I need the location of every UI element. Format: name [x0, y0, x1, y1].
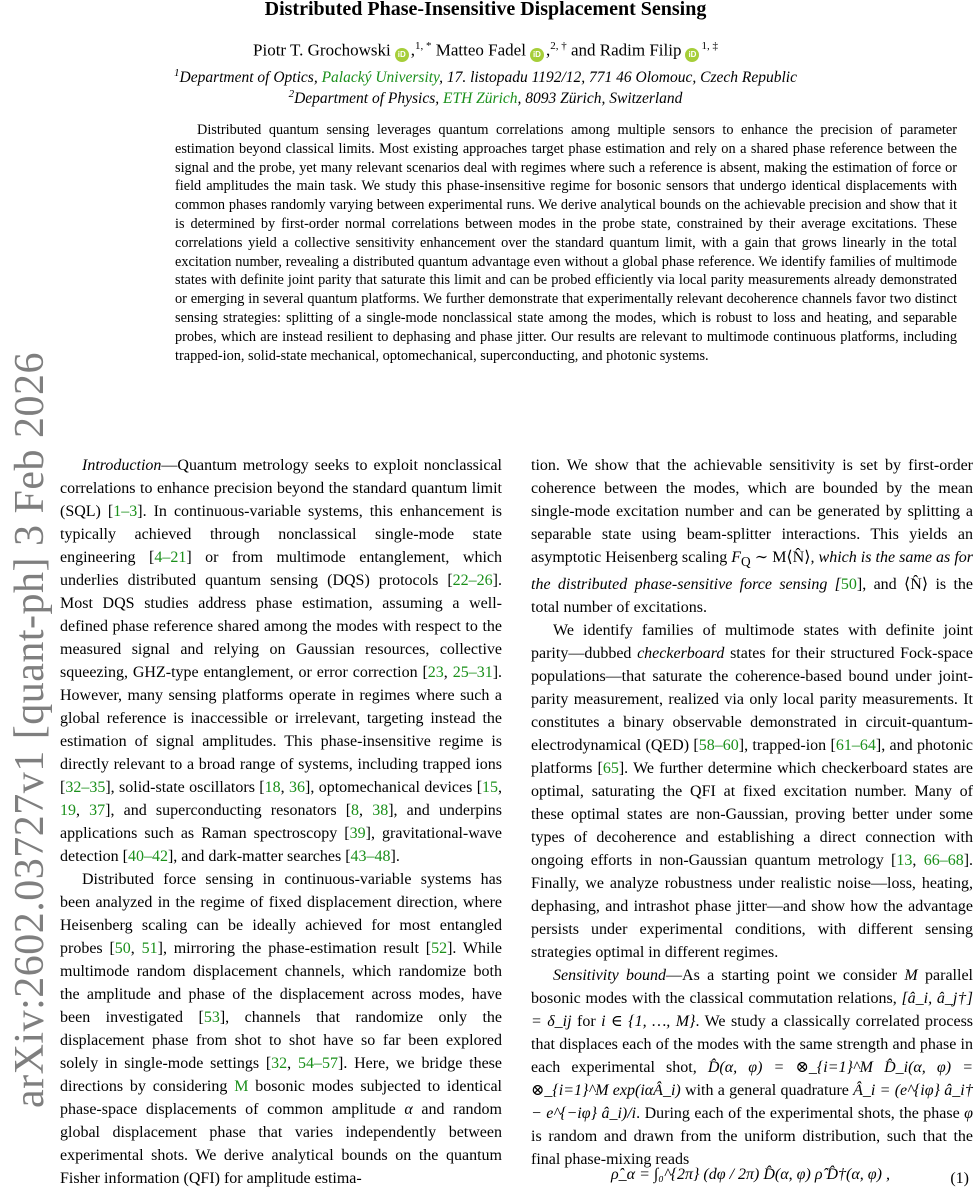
citation-link[interactable]: 53 — [203, 1009, 220, 1026]
right-column — [531, 454, 973, 1171]
text-run: ⟨N̂⟩ — [904, 576, 929, 594]
arxiv-stamp — [0, 300, 60, 1160]
text-run: is the total number of excitations. — [531, 576, 973, 617]
equation-number: (1) — [950, 1170, 969, 1187]
text-run: Distributed force sensing in continuous-variable systems has been analyzed in the regime of fixed displacement direction, where Heisenberg scaling can be ideally achieved for most entangled probes [ — [60, 871, 502, 957]
math-inline: D̂(α, φ) = ⊗_{i=1}^M D̂_i(α, φ) = ⊗_{i=1}^M exp(iαÂ_i) — [531, 1059, 973, 1100]
author-name: Matteo Fadel — [435, 40, 526, 60]
affiliation — [0, 88, 971, 108]
author-name: Radim Filip — [599, 40, 682, 60]
citation-link[interactable]: 50 — [840, 576, 857, 594]
citation-link[interactable]: 19 — [60, 802, 76, 819]
text-run: and random global displacement phase that varies independently between experimental shots. We derive analytical bounds on the quantum Fisher information (QFI) for amplitude estima- — [60, 1101, 502, 1187]
section-head: Introduction — [82, 457, 162, 474]
citation-link[interactable]: 1–3 — [113, 503, 138, 520]
left-column — [60, 454, 502, 1190]
equation-body: ρ̂_α = ∫₀^{2π} (dφ / 2π) D̂(α, φ) ρ̂ D̂†(α, φ) , — [611, 1166, 890, 1183]
citation-link[interactable]: 37 — [89, 802, 106, 819]
citation-link[interactable]: 22–26 — [452, 572, 493, 589]
text-run: for — [571, 1013, 602, 1031]
citation-link[interactable]: 52 — [431, 940, 448, 957]
citation-link[interactable]: 40–42 — [127, 848, 168, 865]
text-run: ], gravitational-wave detection [ — [60, 825, 502, 865]
citation-link[interactable]: 65 — [602, 760, 619, 778]
text-run: ], and dark-matter searches [ — [167, 848, 351, 865]
text-run: ], channels that randomize only the displacement phase from shot to shot have so far been explored solely in single-mode settings [ — [60, 1009, 503, 1072]
text-run: ]. While multimode random displacement channels, which randomize both the amplitude and phase of the displacement across modes, have been investigated [ — [60, 940, 503, 1026]
abstract: Distributed quantum sensing leverages quantum correlations among multiple sensors to enhance the precision of parameter estimation beyond classical limits. Most existing approaches target phase estimation and rely on a shared phase reference between the signal and the probe, yet many relevant scenarios deal with regimes where such a reference is absent, making the estimation of force or field amplitudes the main task. We study this phase-insensitive regime for bosonic sensors that undergo identical displacements with common phases randomly varying between experimental runs. We derive analytical bounds on the achievable precision and show that it is determined by first-order normal correlations between modes in the probe state, constrained by their average excitations. These correlations yield a collective sensitivity enhancement over the standard quantum limit, with a gain that grows linearly in the total excitation number, revealing a distributed quantum advantage even without a global phase reference. We identify families of multimode states with definite joint parity that saturate this limit and can be probed efficiently via local parity measurements already demonstrated or emerging in several quantum platforms. We further demonstrate that experimentally relevant decoherence channels favor two distinct sensing strategies: splitting of a single-mode nonclassical state among the modes, which is robust to loss and heating, and separable probes, which are instead resilient to dephasing and phase jitter. Our results are relevant to multimode continuous platforms, including trapped-ion, solid-state mechanical, optomechanical, superconducting, and photonic systems. — [175, 122, 957, 364]
text-run: tion. We show that the achievable sensitivity is set by first-order coherence between the modes, which are bounded by the mean single-mode excitation number and can be generated by splitting a separable state using beam-splitter interactions. This yields an asymptotic Heisenberg scaling — [531, 457, 973, 566]
text-run: ], mirroring the phase-estimation result [ — [157, 940, 432, 957]
citation-link[interactable]: 50 — [114, 940, 131, 957]
text-run: ], solid-state oscillators [ — [105, 779, 265, 796]
text-run: , — [443, 664, 453, 681]
math-inline: α — [404, 1101, 413, 1118]
aff-text: Department of Optics, — [179, 69, 322, 87]
citation-link[interactable]: 13 — [896, 852, 913, 870]
text-run: . We study a classically correlated process that displaces each of the modes with the same strength and phase in each experimental shot, — [531, 1013, 973, 1077]
citation-link[interactable]: 15 — [482, 779, 499, 796]
equation-1 — [531, 1160, 973, 1200]
author-and: and — [570, 40, 596, 60]
citation-link[interactable]: 54–57 — [297, 1055, 338, 1072]
author-list: Piotr T. Grochowski iD ,$^{1, *}$ Matteo Fadel iD ,$^{2, \dagger}$ and Radim Filip $iD^{1, \ddagger}$ — [253, 40, 718, 60]
text-run: ]. Here, we bridge these directions by considering — [60, 1055, 502, 1095]
text-run: , — [359, 802, 373, 819]
citation-link[interactable]: 36 — [289, 779, 305, 796]
math-inline: φ — [964, 1105, 973, 1123]
text-run: , — [912, 852, 924, 870]
citation-link[interactable]: 8 — [351, 802, 360, 819]
citation-link[interactable]: 32–35 — [65, 779, 106, 796]
math-inline: checkerboard — [637, 645, 725, 663]
text-run: ]. — [390, 848, 400, 865]
aff-sup: 2 — [288, 88, 295, 100]
text-run: . During each of the experimental shots, the phase — [636, 1105, 965, 1123]
aff-sup: 1 — [174, 67, 180, 79]
orcid-icon[interactable]: iD — [685, 48, 699, 62]
orcid-icon[interactable]: iD — [395, 48, 409, 62]
text-run: ]. Finally, we analyze robustness under realistic noise—loss, heating, dephasing, and intrashot phase jitter—and show how the advantage persists under experimental conditions, with different sensing strategies optimal in different regimes. — [531, 852, 973, 962]
math-inline: M — [904, 967, 918, 985]
text-run: ], and superconducting resonators [ — [105, 802, 352, 819]
math-inline: , which is the same as for the distributed phase-sensitive force sensing [ — [531, 549, 973, 594]
math-inline: [â_i, â_j†] = δ_ij — [531, 990, 973, 1031]
math-inline: i ∈ {1, …, M} — [601, 1013, 696, 1031]
text-run: ], and — [856, 576, 905, 594]
aff-text: , 8093 Zürich, Switzerland — [517, 90, 683, 108]
text-run: —Quantum metrology seeks to exploit nonclassical correlations to enhance precision beyond the standard quantum limit (SQL) [ — [60, 457, 502, 520]
citation-link[interactable]: 43–48 — [350, 848, 391, 865]
aff-link[interactable]: ETH Zürich — [443, 90, 518, 108]
author-sup: 2, † — [550, 40, 567, 52]
citation-link[interactable]: 25–31 — [452, 664, 493, 681]
paragraph — [60, 868, 502, 1190]
text-run: , — [130, 940, 142, 957]
aff-link[interactable]: Palacký University — [321, 69, 440, 87]
text-run: ]. We further determine which checkerboard states are optimal, saturating the QFI at fixed excitation number. Many of these optimal states are non-Gaussian, proving better under some types of decoherence and establishing a direct connection with ongoing efforts in non-Gaussian quantum metrology [ — [531, 760, 973, 870]
text-run: is random and drawn from the uniform distribution, such that the final phase-mixing reads — [531, 1128, 973, 1169]
author-sup: 1, * — [415, 40, 432, 52]
citation-link[interactable]: 58–60 — [698, 737, 739, 755]
citation-link[interactable]: 23 — [427, 664, 444, 681]
text-run: ]. In continuous-variable systems, this enhancement is typically achieved through nonclassical single-mode state engineering [ — [60, 503, 502, 566]
text-run: ], and underpins applications such as Raman spectroscopy [ — [60, 802, 503, 842]
text-run: , — [498, 779, 503, 796]
arxiv-stamp-text: arXiv:2602.03727v1 [quant-ph] 3 Feb 2026 — [7, 351, 53, 1109]
text-run: bosonic modes subjected to identical phase-space displacements of common amplitude — [60, 1078, 502, 1118]
text-run: ] or from multimode entanglement, which underlies distributed quantum sensing (DQS) protocols [ — [60, 549, 502, 589]
text-run: ], and photonic platforms [ — [531, 737, 973, 778]
citation-link[interactable]: 51 — [141, 940, 158, 957]
paper-title: Distributed Phase-Insensitive Displacement Sensing — [264, 0, 707, 20]
aff-text: , 17. listopadu 1192/12, 771 46 Olomouc, Czech Republic — [439, 69, 797, 87]
citation-link[interactable]: 18 — [264, 779, 281, 796]
paragraph — [531, 454, 973, 619]
author-name: Piotr T. Grochowski — [253, 40, 391, 60]
orcid-icon[interactable]: iD — [530, 48, 544, 62]
text-run: ]. However, many sensing platforms operate in regimes where such a global reference is inaccessible or irrelevant, targeting instead the estimation of signal amplitudes. This phase-insensitive regime is directly relevant to a broad range of systems, including trapped ions [ — [60, 664, 503, 796]
math-subscript: Q — [741, 554, 751, 570]
text-run: ∼ M⟨N̂⟩ — [750, 549, 811, 566]
citation-link[interactable]: 32 — [271, 1055, 288, 1072]
citation-link[interactable]: 39 — [349, 825, 366, 842]
author-sup: 1, ‡ — [701, 40, 718, 52]
paragraph — [531, 619, 973, 964]
citation-link[interactable]: 66–68 — [923, 852, 964, 870]
math-inline: F — [731, 549, 742, 566]
text-run: —As a starting point we consider — [666, 967, 905, 985]
aff-text: Department of Physics, — [294, 90, 444, 108]
math-inline: Â_i = (e^{iφ} â_i† − e^{−iφ} â_i)/i — [531, 1082, 973, 1123]
text-run: ]. Most DQS studies address phase estimation, assuming a well-defined phase reference shared among the modes with respect to the measured signal and relying on Gaussian resources, collective squeezing, GHZ-type entanglement, or error correction [ — [60, 572, 502, 681]
text-run: We identify families of multimode states with definite joint parity—dubbed — [531, 622, 973, 663]
section-head: Sensitivity bound — [553, 967, 667, 985]
text-run: , — [287, 1055, 298, 1072]
text-run: , — [76, 802, 90, 819]
citation-link[interactable]: 38 — [372, 802, 389, 819]
text-run: ], trapped-ion [ — [738, 737, 836, 755]
citation-link[interactable]: 4–21 — [154, 549, 187, 566]
citation-link[interactable]: M — [234, 1078, 249, 1095]
affiliation — [0, 67, 971, 87]
text-run: parallel bosonic modes with the classical commutation relations, — [531, 967, 973, 1008]
citation-link[interactable]: 61–64 — [835, 737, 876, 755]
text-run: ], optomechanical devices [ — [305, 779, 483, 796]
text-run: states for their structured Fock-space populations—that saturate the coherence-based bound under joint-parity measurement, realized via only local parity measurements. It constitutes a binary observable demonstrated in circuit-quantum-electrodynamical (QED) [ — [531, 645, 973, 755]
text-run: , — [280, 779, 289, 796]
text-run: with a general quadrature — [680, 1082, 854, 1100]
paragraph — [60, 454, 502, 868]
paragraph — [531, 964, 973, 1171]
